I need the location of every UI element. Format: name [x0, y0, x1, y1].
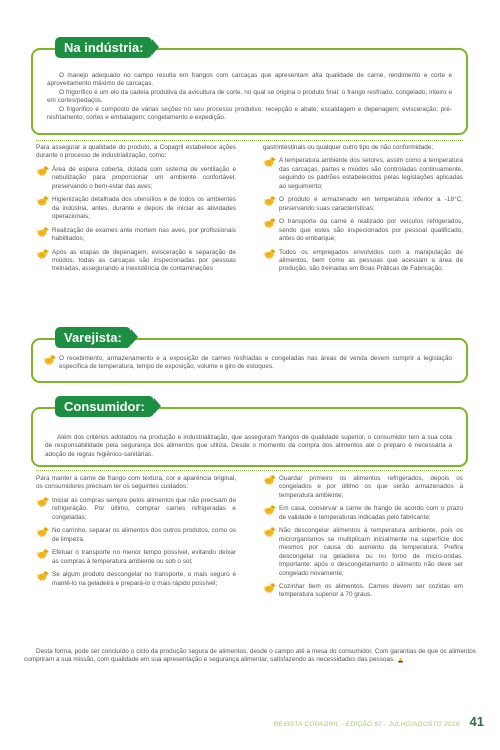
varejista-title: Varejista: — [55, 327, 131, 348]
chick-icon — [36, 496, 49, 507]
list-item: Em casa, conservar a carne de frango de acordo com o prazo de validade e temperaturas indicadas pelo fabricante; — [263, 505, 463, 522]
industria-right-intro: gastrintestinais ou qualquer outro tipo de não conformidade; — [263, 144, 434, 151]
list-item: O produto é armazenado em temperatura inferior a -18°C, preservando suas características; — [263, 196, 463, 213]
magazine-info: REVISTA COPAGRIL - EDIÇÃO 87 - JULHO/AGOSTO 2015 — [273, 720, 460, 728]
list-item: Cozinhar bem os alimentos. Carnes devem ser cozidas em temperatura superior a 70 graus. — [263, 583, 463, 600]
consumidor-left-column — [36, 475, 236, 605]
list-item: Após as etapas de depenagem, evisceração e separação de miúdos, todas as carcaças são inspecionadas por pessoas treinadas, assegurando a inexistência de contaminações — [36, 249, 236, 274]
chick-icon — [36, 165, 49, 176]
consumidor-right-column — [263, 475, 463, 605]
list-item: O transporte da carne é realizado por veículos refrigerados, sendo que estes são inspecionados por pessoal qualificado, antes do embarque; — [263, 218, 463, 243]
chick-icon — [263, 526, 276, 537]
list-item: Efetuar o transporte no menor tempo possível, evitando deixar as compras à temperatura ambiente ou sob o sol; — [36, 549, 236, 566]
varejista-panel — [31, 330, 468, 383]
varejista-text: O recebimento, armazenamento e a exposição de carnes resfriadas e congeladas nas áreas de venda devem cumprir a legislação específica de temperatura, tempo de exposição, volume e giro de estoques. — [59, 355, 452, 371]
industria-left-intro: Para assegurar a qualidade do produto, a Copagril estabelece ações durante o processo de industrialização, como: — [36, 144, 236, 160]
list-item: A temperatura ambiente dos setores, assim como a temperatura das carcaças, partes e miúdos são controladas continuamente, seguindo os padrões estabelecidos pelas legislações aplicadas ao seguimento; — [263, 157, 463, 191]
consumidor-panel — [31, 399, 468, 467]
chick-icon — [36, 195, 49, 206]
chick-icon — [263, 474, 276, 485]
industria-paragraph: O manejo adequado no campo resulta em frangos com carcaças que apresentam alta qualidade de carne, rendimento e corte e aproveitamento máximo de carcaças. — [47, 72, 452, 88]
chick-icon — [36, 570, 49, 581]
chick-icon — [36, 248, 49, 259]
chick-icon — [43, 354, 56, 365]
list-item: Guardar primeiro os alimentos refrigerados, depois os congelados e por último os que serão armazenados à temperatura ambiente; — [263, 475, 463, 500]
industria-left-column — [36, 144, 236, 279]
section-divider — [36, 470, 463, 471]
industria-paragraph: O frigorífico é composto de várias seções no seu processo produtivo: recepção e abate; escaldagem e depenagem; evisceração; pré-resfriamento; cortes e embalagem; congelamento e expedição. — [47, 105, 452, 122]
chick-icon — [263, 217, 276, 228]
closing-text: Desta forma, pode ser concluído o ciclo da produção segura de alimentos, desde o campo até a mesa do consumidor. Com garantias de que os alimentos cumpriram a sua missão, com qualidade em sua apresentação e segurança alimentar, satisfazendo as necessidades das pessoas. — [24, 648, 476, 664]
list-item: Não descongelar alimentos à temperatura ambiente, pois os microrganismos se multiplicam inicialmente na superfície dos mesmos por causa do aumento da temperatura. Prefira descongelar na geladeira ou no forno de micro-ondas. Importante: após o descongelamento o alimento não deve ser congelado novamente; — [263, 527, 463, 578]
chick-icon — [36, 548, 49, 559]
industria-columns — [36, 144, 463, 279]
consumidor-title: Consumidor: — [55, 396, 154, 417]
list-item — [43, 355, 452, 372]
industria-right-column — [263, 144, 463, 279]
list-item: Higienização detalhada dos utensílios e de todos os ambientes da indústria, antes, durante e depois de iniciar as atividades operacionais; — [36, 196, 236, 221]
page-footer — [274, 713, 484, 730]
list-item: Se algum produto descongelar no transporte, o mais seguro é mantê-lo na geladeira e prepará-lo o mais rápido possível; — [36, 571, 236, 588]
industria-paragraph: O frigorífico é um elo da cadeia produtiva da avicultura de corte, no qual se origina o produto final: o frango resfriado, congelado, inteiro e em cortes/pedaços. — [47, 88, 452, 105]
page-number: 41 — [469, 713, 484, 729]
chick-icon — [263, 156, 276, 167]
chick-icon — [263, 248, 276, 259]
consumidor-left-intro: Para manter a carne de frango com textura, cor e aparência original, os consumidores precisam ter os seguintes cuidados: — [36, 475, 236, 491]
list-item: Todos os empregados envolvidos com a manipulação de alimentos, bem como as pessoas que acessam a área de produção, são treinadas em Boas Práticas de Fabricação. — [263, 249, 463, 274]
chick-icon — [36, 226, 49, 237]
chick-icon — [36, 526, 49, 537]
section-divider — [36, 140, 463, 141]
chick-icon — [263, 195, 276, 206]
chick-icon — [263, 582, 276, 593]
list-item: Iniciar as compras sempre pelos alimentos que não precisam de refrigeração. Por último, comprar carnes refrigeradas e congeladas; — [36, 497, 236, 522]
list-item: Área de espera coberta, dotada com sistema de ventilação e nebulização para proporcionar um ambiente confortável, preservando o bem-estar das aves; — [36, 166, 236, 191]
industria-panel — [31, 40, 468, 135]
chick-icon — [263, 504, 276, 515]
consumidor-columns — [36, 475, 463, 605]
industria-title: Na indústria: — [55, 37, 152, 58]
consumidor-paragraph: Além dos critérios adotados na produção e industrialização, que asseguram frangos de qualidade superior, o consumidor tem a sua cota de responsabilidade pela segurança dos alimentos que utiliza. Desde o momento da compra dos alimentos até o preparo é necessária a adoção de regras higiênico-sanitárias. — [45, 434, 452, 458]
list-item: No carrinho, separar os alimentos dos outros produtos, como os de limpeza. — [36, 527, 236, 544]
end-mark-icon — [397, 657, 404, 663]
list-item: Realização de exames ante mortem nas aves, por profissionais habilitados; — [36, 227, 236, 244]
closing-paragraph — [24, 648, 476, 665]
